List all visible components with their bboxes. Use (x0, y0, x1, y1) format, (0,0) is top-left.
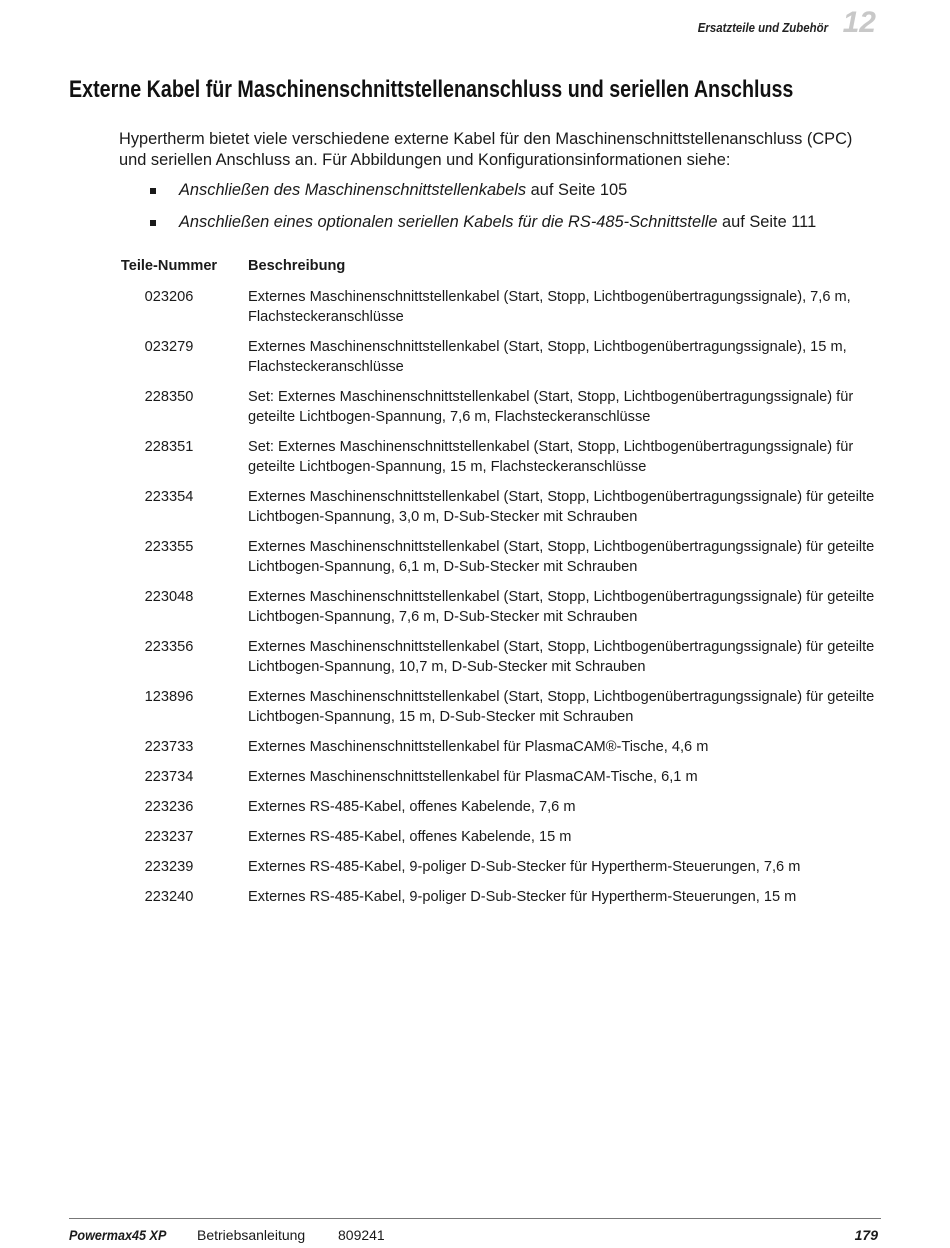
table-row (90, 797, 890, 827)
table-row (90, 767, 890, 797)
part-number-cell: 223356 (144, 639, 194, 655)
part-number-cell: 223240 (144, 889, 194, 905)
part-number-cell: 023206 (144, 289, 194, 305)
bullet-square-icon (150, 220, 156, 226)
table-row (90, 827, 890, 857)
part-number-cell: 223354 (144, 489, 194, 505)
part-number-cell: 023279 (144, 339, 194, 355)
reference-item (148, 212, 816, 233)
description-cell: Externes Maschinenschnittstellenkabel für PlasmaCAM®-Tische, 4,6 m (248, 739, 709, 755)
table-row (90, 687, 890, 737)
reference-page: auf Seite 105 (526, 181, 628, 199)
description-cell: Externes Maschinenschnittstellenkabel (Start, Stopp, Lichtbogenübertragungssignale), 7,6 m, Flachsteckeranschlüsse (248, 289, 851, 325)
description-cell: Externes RS-485-Kabel, offenes Kabelende, 15 m (248, 829, 572, 845)
parts-table (90, 256, 890, 917)
table-row (90, 337, 890, 387)
description-cell: Externes Maschinenschnittstellenkabel (Start, Stopp, Lichtbogenübertragungssignale) für geteilte Lichtbogen-Spannung, 15 m, D-Sub-Stecker mit Schrauben (248, 689, 875, 725)
intro-paragraph: Hypertherm bietet viele verschiedene externe Kabel für den Maschinenschnittstellenanschluss (CPC) und seriellen Anschluss an. Für Abbildungen und Konfigurationsinformationen siehe: (119, 130, 853, 169)
bullet-square-icon (150, 188, 156, 194)
description-header: Beschreibung (248, 258, 346, 274)
description-cell: Set: Externes Maschinenschnittstellenkabel (Start, Stopp, Lichtbogenübertragungssignale) für geteilte Lichtbogen-Spannung, 15 m, Flachsteckeranschlüsse (248, 439, 854, 475)
part-number-header: Teile-Nummer (120, 258, 218, 274)
description-cell: Externes Maschinenschnittstellenkabel (Start, Stopp, Lichtbogenübertragungssignale), 15 m, Flachsteckeranschlüsse (248, 339, 847, 375)
table-row (90, 887, 890, 917)
section-heading: Externe Kabel für Maschinenschnittstellenanschluss und seriellen Anschluss (69, 76, 794, 103)
table-header-row (90, 256, 890, 287)
description-cell: Externes Maschinenschnittstellenkabel (Start, Stopp, Lichtbogenübertragungssignale) für geteilte Lichtbogen-Spannung, 7,6 m, D-Sub-Stecker mit Schrauben (248, 589, 875, 625)
part-number-cell: 223734 (144, 769, 194, 785)
reference-list (148, 180, 816, 233)
reference-link[interactable]: Anschließen eines optionalen seriellen Kabels für die RS-485-Schnittstelle (179, 213, 718, 231)
description-cell: Externes Maschinenschnittstellenkabel (Start, Stopp, Lichtbogenübertragungssignale) für geteilte Lichtbogen-Spannung, 6,1 m, D-Sub-Stecker mit Schrauben (248, 539, 875, 575)
parts-table-body (90, 287, 890, 917)
page-number: 179 (854, 1227, 878, 1243)
part-number-cell: 223048 (144, 589, 194, 605)
table-row (90, 487, 890, 537)
reference-item (148, 180, 816, 201)
table-row (90, 637, 890, 687)
reference-link[interactable]: Anschließen des Maschinenschnittstellenkabels (179, 181, 527, 199)
table-row (90, 737, 890, 767)
part-number-cell: 223237 (144, 829, 194, 845)
description-cell: Externes RS-485-Kabel, 9-poliger D-Sub-Stecker für Hypertherm-Steuerungen, 7,6 m (248, 859, 801, 875)
part-number-cell: 223239 (144, 859, 194, 875)
description-cell: Externes RS-485-Kabel, offenes Kabelende, 7,6 m (248, 799, 576, 815)
part-number-cell: 223733 (144, 739, 194, 755)
part-number-cell: 228350 (144, 389, 194, 405)
table-row (90, 387, 890, 437)
table-row (90, 437, 890, 487)
description-cell: Externes Maschinenschnittstellenkabel (Start, Stopp, Lichtbogenübertragungssignale) für geteilte Lichtbogen-Spannung, 3,0 m, D-Sub-Stecker mit Schrauben (248, 489, 875, 525)
footer-document-title: Betriebsanleitung (197, 1227, 306, 1243)
description-cell: Externes RS-485-Kabel, 9-poliger D-Sub-Stecker für Hypertherm-Steuerungen, 15 m (248, 889, 797, 905)
footer-document-number: 809241 (338, 1227, 385, 1243)
footer-product-name: Powermax45 XP (69, 1227, 167, 1243)
reference-page: auf Seite 111 (717, 213, 817, 231)
chapter-number: 12 (842, 6, 876, 39)
description-cell: Externes Maschinenschnittstellenkabel für PlasmaCAM-Tische, 6,1 m (248, 769, 698, 785)
table-row (90, 587, 890, 637)
part-number-cell: 123896 (144, 689, 194, 705)
part-number-cell: 223355 (144, 539, 194, 555)
table-row (90, 287, 890, 337)
part-number-cell: 223236 (144, 799, 194, 815)
description-cell: Externes Maschinenschnittstellenkabel (Start, Stopp, Lichtbogenübertragungssignale) für geteilte Lichtbogen-Spannung, 10,7 m, D-Sub-Stecker mit Schrauben (248, 639, 875, 675)
header-section-title: Ersatzteile und Zubehör (697, 20, 828, 35)
part-number-cell: 228351 (144, 439, 194, 455)
footer-rule (69, 1218, 881, 1219)
table-row (90, 857, 890, 887)
table-row (90, 537, 890, 587)
description-cell: Set: Externes Maschinenschnittstellenkabel (Start, Stopp, Lichtbogenübertragungssignale) für geteilte Lichtbogen-Spannung, 7,6 m, Flachsteckeranschlüsse (248, 389, 854, 425)
